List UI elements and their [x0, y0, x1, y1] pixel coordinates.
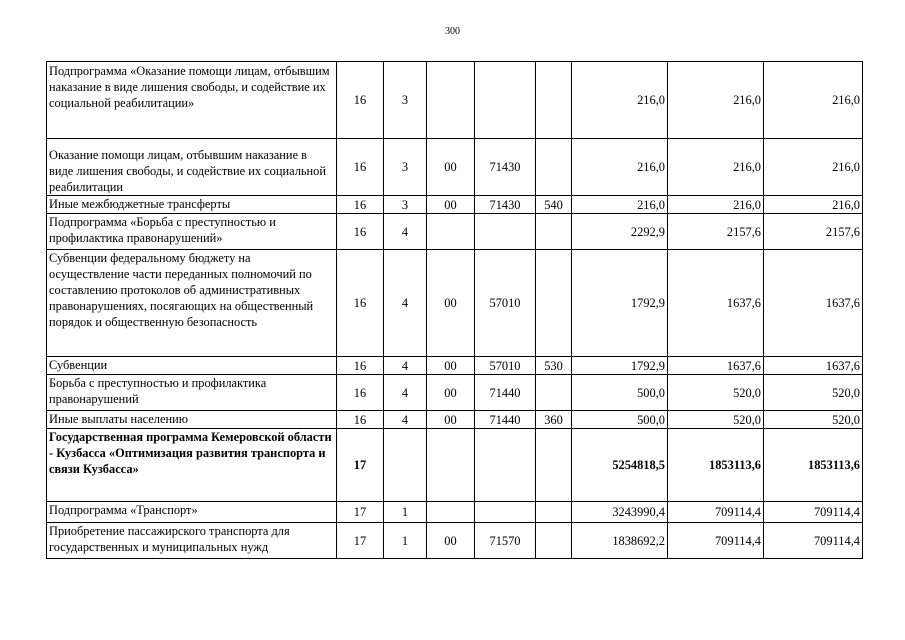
row-name: Государственная программа Кемеровской области - Кузбасса «Оптимизация развития транспорта и связи Кузбасса» [47, 429, 337, 502]
amount-year-1: 2292,9 [572, 214, 668, 250]
event-code [427, 502, 475, 523]
program-code: 16 [337, 62, 384, 139]
table-row [47, 502, 863, 523]
subprogram-code: 1 [384, 502, 427, 523]
expense-type-code [536, 429, 572, 502]
expense-type-code [536, 250, 572, 357]
event-code: 00 [427, 196, 475, 214]
direction-code [475, 62, 536, 139]
amount-year-1: 216,0 [572, 62, 668, 139]
subprogram-code [384, 429, 427, 502]
row-name: Подпрограмма «Оказание помощи лицам, отбывшим наказание в виде лишения свободы, и содействие их социальной реабилитации» [47, 62, 337, 139]
amount-year-3: 216,0 [764, 196, 863, 214]
expense-type-code: 360 [536, 411, 572, 429]
row-name: Подпрограмма «Транспорт» [47, 502, 337, 523]
table-row [47, 357, 863, 375]
row-name: Субвенции [47, 357, 337, 375]
direction-code: 71430 [475, 196, 536, 214]
amount-year-1: 500,0 [572, 411, 668, 429]
amount-year-2: 216,0 [668, 62, 764, 139]
expense-type-code [536, 62, 572, 139]
expense-type-code [536, 214, 572, 250]
row-name: Приобретение пассажирского транспорта для государственных и муниципальных нужд [47, 523, 337, 559]
table-row [47, 523, 863, 559]
table-row [47, 375, 863, 411]
amount-year-2: 709114,4 [668, 502, 764, 523]
subprogram-code: 1 [384, 523, 427, 559]
amount-year-1: 216,0 [572, 196, 668, 214]
direction-code: 71570 [475, 523, 536, 559]
expense-type-code [536, 375, 572, 411]
program-code: 17 [337, 502, 384, 523]
subprogram-code: 4 [384, 411, 427, 429]
row-name: Иные межбюджетные трансферты [47, 196, 337, 214]
page-number: 300 [445, 26, 460, 37]
subprogram-code: 3 [384, 196, 427, 214]
subprogram-code: 3 [384, 139, 427, 196]
expense-type-code [536, 139, 572, 196]
event-code: 00 [427, 139, 475, 196]
direction-code: 71440 [475, 375, 536, 411]
amount-year-2: 1637,6 [668, 250, 764, 357]
event-code [427, 62, 475, 139]
amount-year-1: 3243990,4 [572, 502, 668, 523]
table-row [47, 250, 863, 357]
program-code: 17 [337, 429, 384, 502]
program-code: 16 [337, 139, 384, 196]
direction-code: 71430 [475, 139, 536, 196]
amount-year-2: 216,0 [668, 139, 764, 196]
program-code: 16 [337, 250, 384, 357]
amount-year-3: 1637,6 [764, 250, 863, 357]
amount-year-1: 1838692,2 [572, 523, 668, 559]
program-code: 16 [337, 357, 384, 375]
amount-year-3: 1637,6 [764, 357, 863, 375]
table-row [47, 429, 863, 502]
amount-year-2: 1853113,6 [668, 429, 764, 502]
event-code: 00 [427, 250, 475, 357]
subprogram-code: 4 [384, 375, 427, 411]
amount-year-2: 520,0 [668, 375, 764, 411]
table-row [47, 214, 863, 250]
program-code: 16 [337, 196, 384, 214]
event-code: 00 [427, 375, 475, 411]
direction-code [475, 429, 536, 502]
event-code [427, 214, 475, 250]
amount-year-1: 500,0 [572, 375, 668, 411]
table-row [47, 411, 863, 429]
budget-table [46, 61, 863, 559]
amount-year-3: 520,0 [764, 375, 863, 411]
direction-code: 57010 [475, 357, 536, 375]
amount-year-2: 1637,6 [668, 357, 764, 375]
table-row [47, 196, 863, 214]
event-code: 00 [427, 357, 475, 375]
row-name: Подпрограмма «Борьба с преступностью и профилактика правонарушений» [47, 214, 337, 250]
amount-year-1: 1792,9 [572, 250, 668, 357]
amount-year-1: 5254818,5 [572, 429, 668, 502]
direction-code [475, 502, 536, 523]
program-code: 16 [337, 411, 384, 429]
amount-year-3: 709114,4 [764, 502, 863, 523]
amount-year-2: 216,0 [668, 196, 764, 214]
amount-year-2: 2157,6 [668, 214, 764, 250]
expense-type-code: 530 [536, 357, 572, 375]
amount-year-3: 1853113,6 [764, 429, 863, 502]
subprogram-code: 4 [384, 250, 427, 357]
amount-year-3: 2157,6 [764, 214, 863, 250]
program-code: 16 [337, 214, 384, 250]
event-code: 00 [427, 523, 475, 559]
table-row [47, 139, 863, 196]
program-code: 16 [337, 375, 384, 411]
subprogram-code: 4 [384, 214, 427, 250]
row-name: Борьба с преступностью и профилактика правонарушений [47, 375, 337, 411]
amount-year-1: 1792,9 [572, 357, 668, 375]
event-code: 00 [427, 411, 475, 429]
program-code: 17 [337, 523, 384, 559]
direction-code [475, 214, 536, 250]
amount-year-2: 709114,4 [668, 523, 764, 559]
amount-year-3: 216,0 [764, 139, 863, 196]
row-name: Иные выплаты населению [47, 411, 337, 429]
expense-type-code [536, 502, 572, 523]
direction-code: 57010 [475, 250, 536, 357]
expense-type-code [536, 523, 572, 559]
amount-year-3: 216,0 [764, 62, 863, 139]
table-row [47, 62, 863, 139]
amount-year-2: 520,0 [668, 411, 764, 429]
amount-year-1: 216,0 [572, 139, 668, 196]
expense-type-code: 540 [536, 196, 572, 214]
event-code [427, 429, 475, 502]
amount-year-3: 520,0 [764, 411, 863, 429]
subprogram-code: 3 [384, 62, 427, 139]
row-name: Оказание помощи лицам, отбывшим наказание в виде лишения свободы, и содействие их социальной реабилитации [47, 139, 337, 196]
subprogram-code: 4 [384, 357, 427, 375]
row-name: Субвенции федеральному бюджету на осуществление части переданных полномочий по составлению протоколов об административных правонарушениях, посягающих на общественный порядок и общественную безопасность [47, 250, 337, 357]
direction-code: 71440 [475, 411, 536, 429]
amount-year-3: 709114,4 [764, 523, 863, 559]
